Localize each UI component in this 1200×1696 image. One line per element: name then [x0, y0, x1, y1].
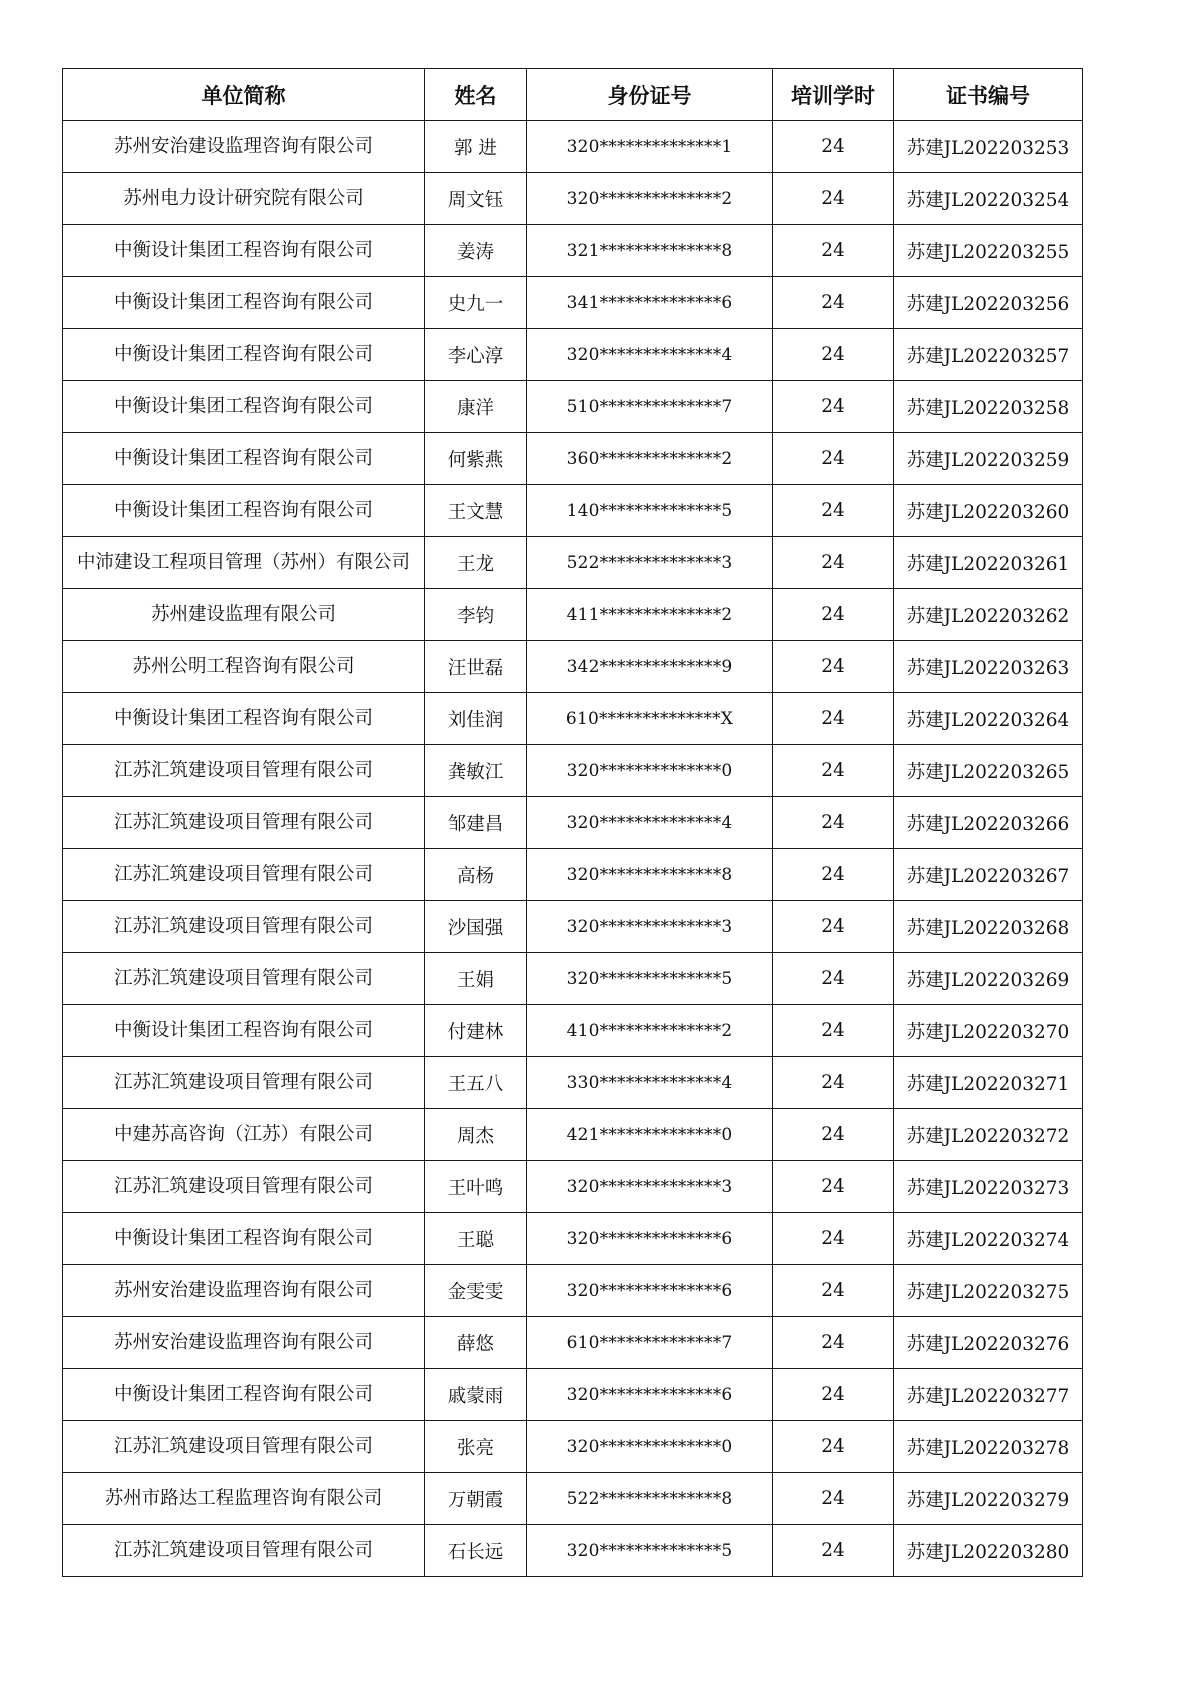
training-hours-cell: 24: [773, 901, 894, 953]
certificate-number-cell: 苏建JL202203265: [894, 745, 1083, 797]
certificate-number-cell: 苏建JL202203272: [894, 1109, 1083, 1161]
certificate-number-cell: 苏建JL202203270: [894, 1005, 1083, 1057]
training-hours-cell: 24: [773, 1473, 894, 1525]
training-hours-cell: 24: [773, 1109, 894, 1161]
id-number-cell: 320**************3: [527, 901, 773, 953]
table-row: [63, 1473, 1083, 1525]
training-hours-cell: 24: [773, 589, 894, 641]
unit-cell: 苏州安治建设监理咨询有限公司: [63, 1265, 425, 1317]
header-training-hours: 培训学时: [773, 69, 894, 121]
training-hours-cell: 24: [773, 693, 894, 745]
table-row: [63, 901, 1083, 953]
training-hours-cell: 24: [773, 953, 894, 1005]
certificate-number-cell: 苏建JL202203274: [894, 1213, 1083, 1265]
certificate-number-cell: 苏建JL202203266: [894, 797, 1083, 849]
header-row: [63, 69, 1083, 121]
name-cell: 张亮: [425, 1421, 527, 1473]
id-number-cell: 320**************3: [527, 1161, 773, 1213]
id-number-cell: 610**************X: [527, 693, 773, 745]
id-number-cell: 320**************4: [527, 797, 773, 849]
certificate-number-cell: 苏建JL202203260: [894, 485, 1083, 537]
certificate-number-cell: 苏建JL202203259: [894, 433, 1083, 485]
id-number-cell: 140**************5: [527, 485, 773, 537]
id-number-cell: 360**************2: [527, 433, 773, 485]
name-cell: 龚敏江: [425, 745, 527, 797]
unit-cell: 中衡设计集团工程咨询有限公司: [63, 693, 425, 745]
unit-cell: 中衡设计集团工程咨询有限公司: [63, 1213, 425, 1265]
certificate-number-cell: 苏建JL202203264: [894, 693, 1083, 745]
table-row: [63, 1161, 1083, 1213]
training-hours-cell: 24: [773, 1369, 894, 1421]
name-cell: 刘佳润: [425, 693, 527, 745]
table-row: [63, 797, 1083, 849]
unit-cell: 中衡设计集团工程咨询有限公司: [63, 485, 425, 537]
certificate-number-cell: 苏建JL202203257: [894, 329, 1083, 381]
training-hours-cell: 24: [773, 1005, 894, 1057]
name-cell: 王娟: [425, 953, 527, 1005]
id-number-cell: 410**************2: [527, 1005, 773, 1057]
table-row: [63, 433, 1083, 485]
table-row: [63, 1369, 1083, 1421]
unit-cell: 江苏汇筑建设项目管理有限公司: [63, 1421, 425, 1473]
training-hours-cell: 24: [773, 1525, 894, 1577]
table-row: [63, 1109, 1083, 1161]
name-cell: 石长远: [425, 1525, 527, 1577]
table-row: [63, 1421, 1083, 1473]
table-row: [63, 745, 1083, 797]
table-row: [63, 641, 1083, 693]
training-hours-cell: 24: [773, 433, 894, 485]
unit-cell: 江苏汇筑建设项目管理有限公司: [63, 953, 425, 1005]
id-number-cell: 321**************8: [527, 225, 773, 277]
certificate-number-cell: 苏建JL202203271: [894, 1057, 1083, 1109]
table-row: [63, 1265, 1083, 1317]
certificate-number-cell: 苏建JL202203256: [894, 277, 1083, 329]
table-row: [63, 173, 1083, 225]
training-hours-cell: 24: [773, 485, 894, 537]
unit-cell: 苏州公明工程咨询有限公司: [63, 641, 425, 693]
certificate-number-cell: 苏建JL202203254: [894, 173, 1083, 225]
certificate-number-cell: 苏建JL202203280: [894, 1525, 1083, 1577]
unit-cell: 江苏汇筑建设项目管理有限公司: [63, 1057, 425, 1109]
name-cell: 王龙: [425, 537, 527, 589]
id-number-cell: 342**************9: [527, 641, 773, 693]
unit-cell: 中衡设计集团工程咨询有限公司: [63, 1369, 425, 1421]
unit-cell: 苏州安治建设监理咨询有限公司: [63, 121, 425, 173]
id-number-cell: 320**************2: [527, 173, 773, 225]
table-row: [63, 1213, 1083, 1265]
name-cell: 李钧: [425, 589, 527, 641]
table-row: [63, 329, 1083, 381]
training-hours-cell: 24: [773, 277, 894, 329]
header-id-number: 身份证号: [527, 69, 773, 121]
certificate-number-cell: 苏建JL202203268: [894, 901, 1083, 953]
certificate-number-cell: 苏建JL202203253: [894, 121, 1083, 173]
unit-cell: 中衡设计集团工程咨询有限公司: [63, 225, 425, 277]
unit-cell: 苏州市路达工程监理咨询有限公司: [63, 1473, 425, 1525]
name-cell: 周文钰: [425, 173, 527, 225]
name-cell: 王聪: [425, 1213, 527, 1265]
certificate-number-cell: 苏建JL202203261: [894, 537, 1083, 589]
id-number-cell: 320**************1: [527, 121, 773, 173]
unit-cell: 中衡设计集团工程咨询有限公司: [63, 329, 425, 381]
name-cell: 康洋: [425, 381, 527, 433]
id-number-cell: 610**************7: [527, 1317, 773, 1369]
id-number-cell: 320**************4: [527, 329, 773, 381]
name-cell: 史九一: [425, 277, 527, 329]
id-number-cell: 522**************3: [527, 537, 773, 589]
id-number-cell: 330**************4: [527, 1057, 773, 1109]
unit-cell: 苏州电力设计研究院有限公司: [63, 173, 425, 225]
header-unit: 单位简称: [63, 69, 425, 121]
table-row: [63, 121, 1083, 173]
certificate-number-cell: 苏建JL202203276: [894, 1317, 1083, 1369]
training-hours-cell: 24: [773, 1265, 894, 1317]
header-certificate-number: 证书编号: [894, 69, 1083, 121]
training-hours-cell: 24: [773, 381, 894, 433]
certificate-number-cell: 苏建JL202203279: [894, 1473, 1083, 1525]
training-hours-cell: 24: [773, 745, 894, 797]
training-hours-cell: 24: [773, 1213, 894, 1265]
unit-cell: 中衡设计集团工程咨询有限公司: [63, 277, 425, 329]
training-hours-cell: 24: [773, 849, 894, 901]
unit-cell: 中衡设计集团工程咨询有限公司: [63, 381, 425, 433]
certificate-number-cell: 苏建JL202203267: [894, 849, 1083, 901]
table-row: [63, 225, 1083, 277]
unit-cell: 苏州安治建设监理咨询有限公司: [63, 1317, 425, 1369]
id-number-cell: 320**************0: [527, 745, 773, 797]
table-row: [63, 1005, 1083, 1057]
name-cell: 付建林: [425, 1005, 527, 1057]
id-number-cell: 320**************8: [527, 849, 773, 901]
unit-cell: 江苏汇筑建设项目管理有限公司: [63, 901, 425, 953]
training-hours-cell: 24: [773, 1057, 894, 1109]
name-cell: 汪世磊: [425, 641, 527, 693]
id-number-cell: 320**************5: [527, 1525, 773, 1577]
unit-cell: 江苏汇筑建设项目管理有限公司: [63, 745, 425, 797]
name-cell: 周杰: [425, 1109, 527, 1161]
name-cell: 王五八: [425, 1057, 527, 1109]
table-row: [63, 589, 1083, 641]
id-number-cell: 510**************7: [527, 381, 773, 433]
training-hours-cell: 24: [773, 173, 894, 225]
unit-cell: 中衡设计集团工程咨询有限公司: [63, 433, 425, 485]
table-row: [63, 485, 1083, 537]
training-hours-cell: 24: [773, 641, 894, 693]
unit-cell: 苏州建设监理有限公司: [63, 589, 425, 641]
name-cell: 薛悠: [425, 1317, 527, 1369]
table-row: [63, 693, 1083, 745]
training-roster-table: [62, 68, 1083, 1577]
unit-cell: 江苏汇筑建设项目管理有限公司: [63, 797, 425, 849]
training-hours-cell: 24: [773, 1161, 894, 1213]
table-row: [63, 1317, 1083, 1369]
name-cell: 沙国强: [425, 901, 527, 953]
table-row: [63, 381, 1083, 433]
name-cell: 万朝霞: [425, 1473, 527, 1525]
certificate-number-cell: 苏建JL202203258: [894, 381, 1083, 433]
table-row: [63, 1057, 1083, 1109]
name-cell: 戚蒙雨: [425, 1369, 527, 1421]
certificate-number-cell: 苏建JL202203278: [894, 1421, 1083, 1473]
certificate-number-cell: 苏建JL202203277: [894, 1369, 1083, 1421]
name-cell: 王叶鸣: [425, 1161, 527, 1213]
table-row: [63, 1525, 1083, 1577]
id-number-cell: 320**************6: [527, 1369, 773, 1421]
training-hours-cell: 24: [773, 121, 894, 173]
id-number-cell: 320**************0: [527, 1421, 773, 1473]
id-number-cell: 320**************6: [527, 1265, 773, 1317]
name-cell: 邹建昌: [425, 797, 527, 849]
unit-cell: 中沛建设工程项目管理（苏州）有限公司: [63, 537, 425, 589]
training-hours-cell: 24: [773, 1421, 894, 1473]
name-cell: 李心淳: [425, 329, 527, 381]
id-number-cell: 320**************6: [527, 1213, 773, 1265]
certificate-number-cell: 苏建JL202203273: [894, 1161, 1083, 1213]
certificate-number-cell: 苏建JL202203262: [894, 589, 1083, 641]
id-number-cell: 421**************0: [527, 1109, 773, 1161]
training-hours-cell: 24: [773, 1317, 894, 1369]
name-cell: 金雯雯: [425, 1265, 527, 1317]
unit-cell: 江苏汇筑建设项目管理有限公司: [63, 849, 425, 901]
training-hours-cell: 24: [773, 225, 894, 277]
unit-cell: 江苏汇筑建设项目管理有限公司: [63, 1525, 425, 1577]
table-row: [63, 277, 1083, 329]
training-hours-cell: 24: [773, 537, 894, 589]
name-cell: 姜涛: [425, 225, 527, 277]
table-body: [63, 121, 1083, 1577]
table-row: [63, 537, 1083, 589]
unit-cell: 江苏汇筑建设项目管理有限公司: [63, 1161, 425, 1213]
name-cell: 何紫燕: [425, 433, 527, 485]
certificate-number-cell: 苏建JL202203263: [894, 641, 1083, 693]
name-cell: 王文慧: [425, 485, 527, 537]
id-number-cell: 341**************6: [527, 277, 773, 329]
training-hours-cell: 24: [773, 329, 894, 381]
name-cell: 郭 进: [425, 121, 527, 173]
certificate-number-cell: 苏建JL202203255: [894, 225, 1083, 277]
table-row: [63, 953, 1083, 1005]
name-cell: 高杨: [425, 849, 527, 901]
id-number-cell: 320**************5: [527, 953, 773, 1005]
training-hours-cell: 24: [773, 797, 894, 849]
id-number-cell: 411**************2: [527, 589, 773, 641]
table-row: [63, 849, 1083, 901]
unit-cell: 中建苏高咨询（江苏）有限公司: [63, 1109, 425, 1161]
certificate-number-cell: 苏建JL202203275: [894, 1265, 1083, 1317]
id-number-cell: 522**************8: [527, 1473, 773, 1525]
unit-cell: 中衡设计集团工程咨询有限公司: [63, 1005, 425, 1057]
certificate-number-cell: 苏建JL202203269: [894, 953, 1083, 1005]
table-header: [63, 69, 1083, 121]
header-name: 姓名: [425, 69, 527, 121]
